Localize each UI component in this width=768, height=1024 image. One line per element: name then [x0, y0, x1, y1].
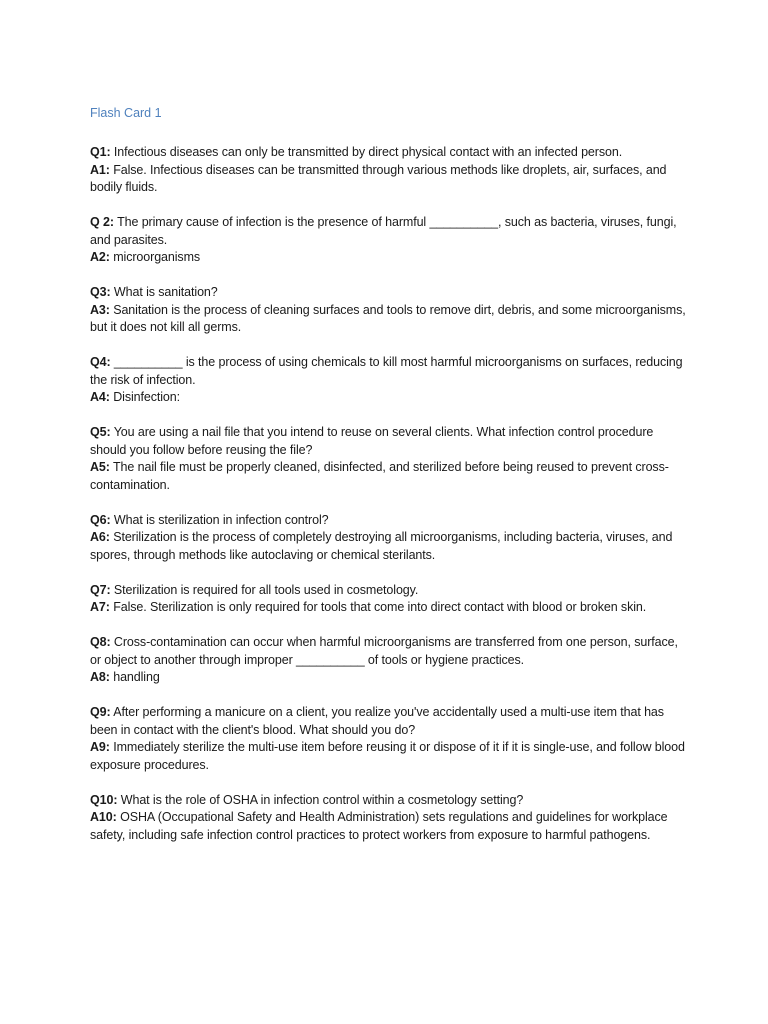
answer	[90, 739, 690, 774]
question-text: After performing a manicure on a client, you realize you've accidentally used a multi-use item that has been in contact with the client's blood. What should you do?	[90, 705, 664, 737]
answer	[90, 389, 690, 407]
question	[90, 792, 690, 810]
qa-item-9	[90, 704, 690, 774]
question	[90, 284, 690, 302]
answer-label: A1:	[90, 162, 110, 177]
answer	[90, 249, 690, 267]
answer-text: OSHA (Occupational Safety and Health Administration) sets regulations and guidelines for workplace safety, including safe infection control practices to protect workers from exposure to harmful pathogens.	[90, 810, 668, 842]
answer-text: Immediately sterilize the multi-use item before reusing it or dispose of it if it is single-use, and follow blood exposure procedures.	[90, 740, 685, 772]
answer-text: The nail file must be properly cleaned, disinfected, and sterilized before being reused to prevent cross-contamination.	[90, 460, 669, 492]
answer-label: A5:	[90, 460, 110, 474]
answer-label: A6:	[90, 530, 110, 544]
answer-label: A3:	[90, 302, 110, 317]
qa-item-8	[90, 634, 690, 687]
question-text: What is sanitation?	[113, 285, 218, 299]
question-label: Q6:	[90, 512, 111, 527]
qa-item-10	[90, 792, 690, 845]
answer	[90, 302, 690, 337]
question-label: Q8:	[90, 635, 111, 649]
question	[90, 704, 690, 739]
question	[90, 582, 690, 600]
question-label: Q5:	[90, 425, 111, 439]
answer-text: Sterilization is the process of completely destroying all microorganisms, including bacteria, viruses, and spores, through methods like autoclaving or chemical sterilants.	[90, 530, 673, 562]
question-text: What is the role of OSHA in infection control within a cosmetology setting?	[120, 792, 524, 807]
question-label: Q1:	[90, 145, 111, 159]
question	[90, 354, 690, 389]
answer-label: A2:	[90, 250, 110, 264]
question-label: Q7:	[90, 582, 111, 597]
question-label: Q9:	[90, 705, 111, 719]
question-label: Q 2:	[90, 215, 114, 229]
question-text: You are using a nail file that you intend to reuse on several clients. What infection control procedure should you follow before reusing the file?	[90, 425, 654, 457]
question-label: Q3:	[90, 285, 111, 299]
question	[90, 634, 690, 669]
answer-label: A4:	[90, 390, 110, 404]
question	[90, 214, 690, 249]
question-text: Infectious diseases can only be transmitted by direct physical contact with an infected person.	[113, 145, 623, 159]
answer-text: Disinfection:	[113, 390, 181, 404]
question-label: Q10:	[90, 792, 118, 807]
answer-text: handling	[113, 670, 160, 684]
qa-item-5	[90, 424, 690, 494]
answer-text: False. Sterilization is only required for tools that come into direct contact with blood or broken skin.	[113, 600, 647, 614]
question-text: Sterilization is required for all tools used in cosmetology.	[113, 582, 419, 597]
qa-item-2	[90, 214, 690, 267]
question-text: __________ is the process of using chemicals to kill most harmful microorganisms on surfaces, reducing the risk of infection.	[90, 355, 683, 387]
qa-item-6	[90, 512, 690, 565]
answer	[90, 809, 690, 844]
answer	[90, 162, 690, 197]
question-text: What is sterilization in infection control?	[113, 512, 329, 527]
document-page	[90, 105, 690, 862]
flash-card-title: Flash Card 1	[90, 106, 162, 120]
answer-text: Sanitation is the process of cleaning surfaces and tools to remove dirt, debris, and some microorganisms, but it does not kill all germs.	[90, 302, 686, 334]
answer-label: A10:	[90, 810, 117, 824]
question	[90, 424, 690, 459]
answer	[90, 599, 690, 617]
answer	[90, 459, 690, 494]
answer-text: microorganisms	[113, 250, 201, 264]
qa-item-1	[90, 144, 690, 197]
question	[90, 512, 690, 530]
answer	[90, 529, 690, 564]
question-label: Q4:	[90, 355, 111, 369]
question-text: The primary cause of infection is the presence of harmful __________, such as bacteria, viruses, fungi, and parasites.	[90, 215, 677, 247]
answer	[90, 669, 690, 687]
question-text: Cross-contamination can occur when harmful microorganisms are transferred from one person, surface, or object to another through improper __________ of tools or hygiene practices.	[90, 635, 678, 667]
qa-item-4	[90, 354, 690, 407]
answer-label: A7:	[90, 600, 110, 614]
question	[90, 144, 690, 162]
qa-item-7	[90, 582, 690, 617]
answer-label: A8:	[90, 670, 110, 684]
qa-item-3	[90, 284, 690, 337]
answer-label: A9:	[90, 740, 110, 754]
answer-text: False. Infectious diseases can be transmitted through various methods like droplets, air, surfaces, and bodily fluids.	[90, 162, 667, 194]
